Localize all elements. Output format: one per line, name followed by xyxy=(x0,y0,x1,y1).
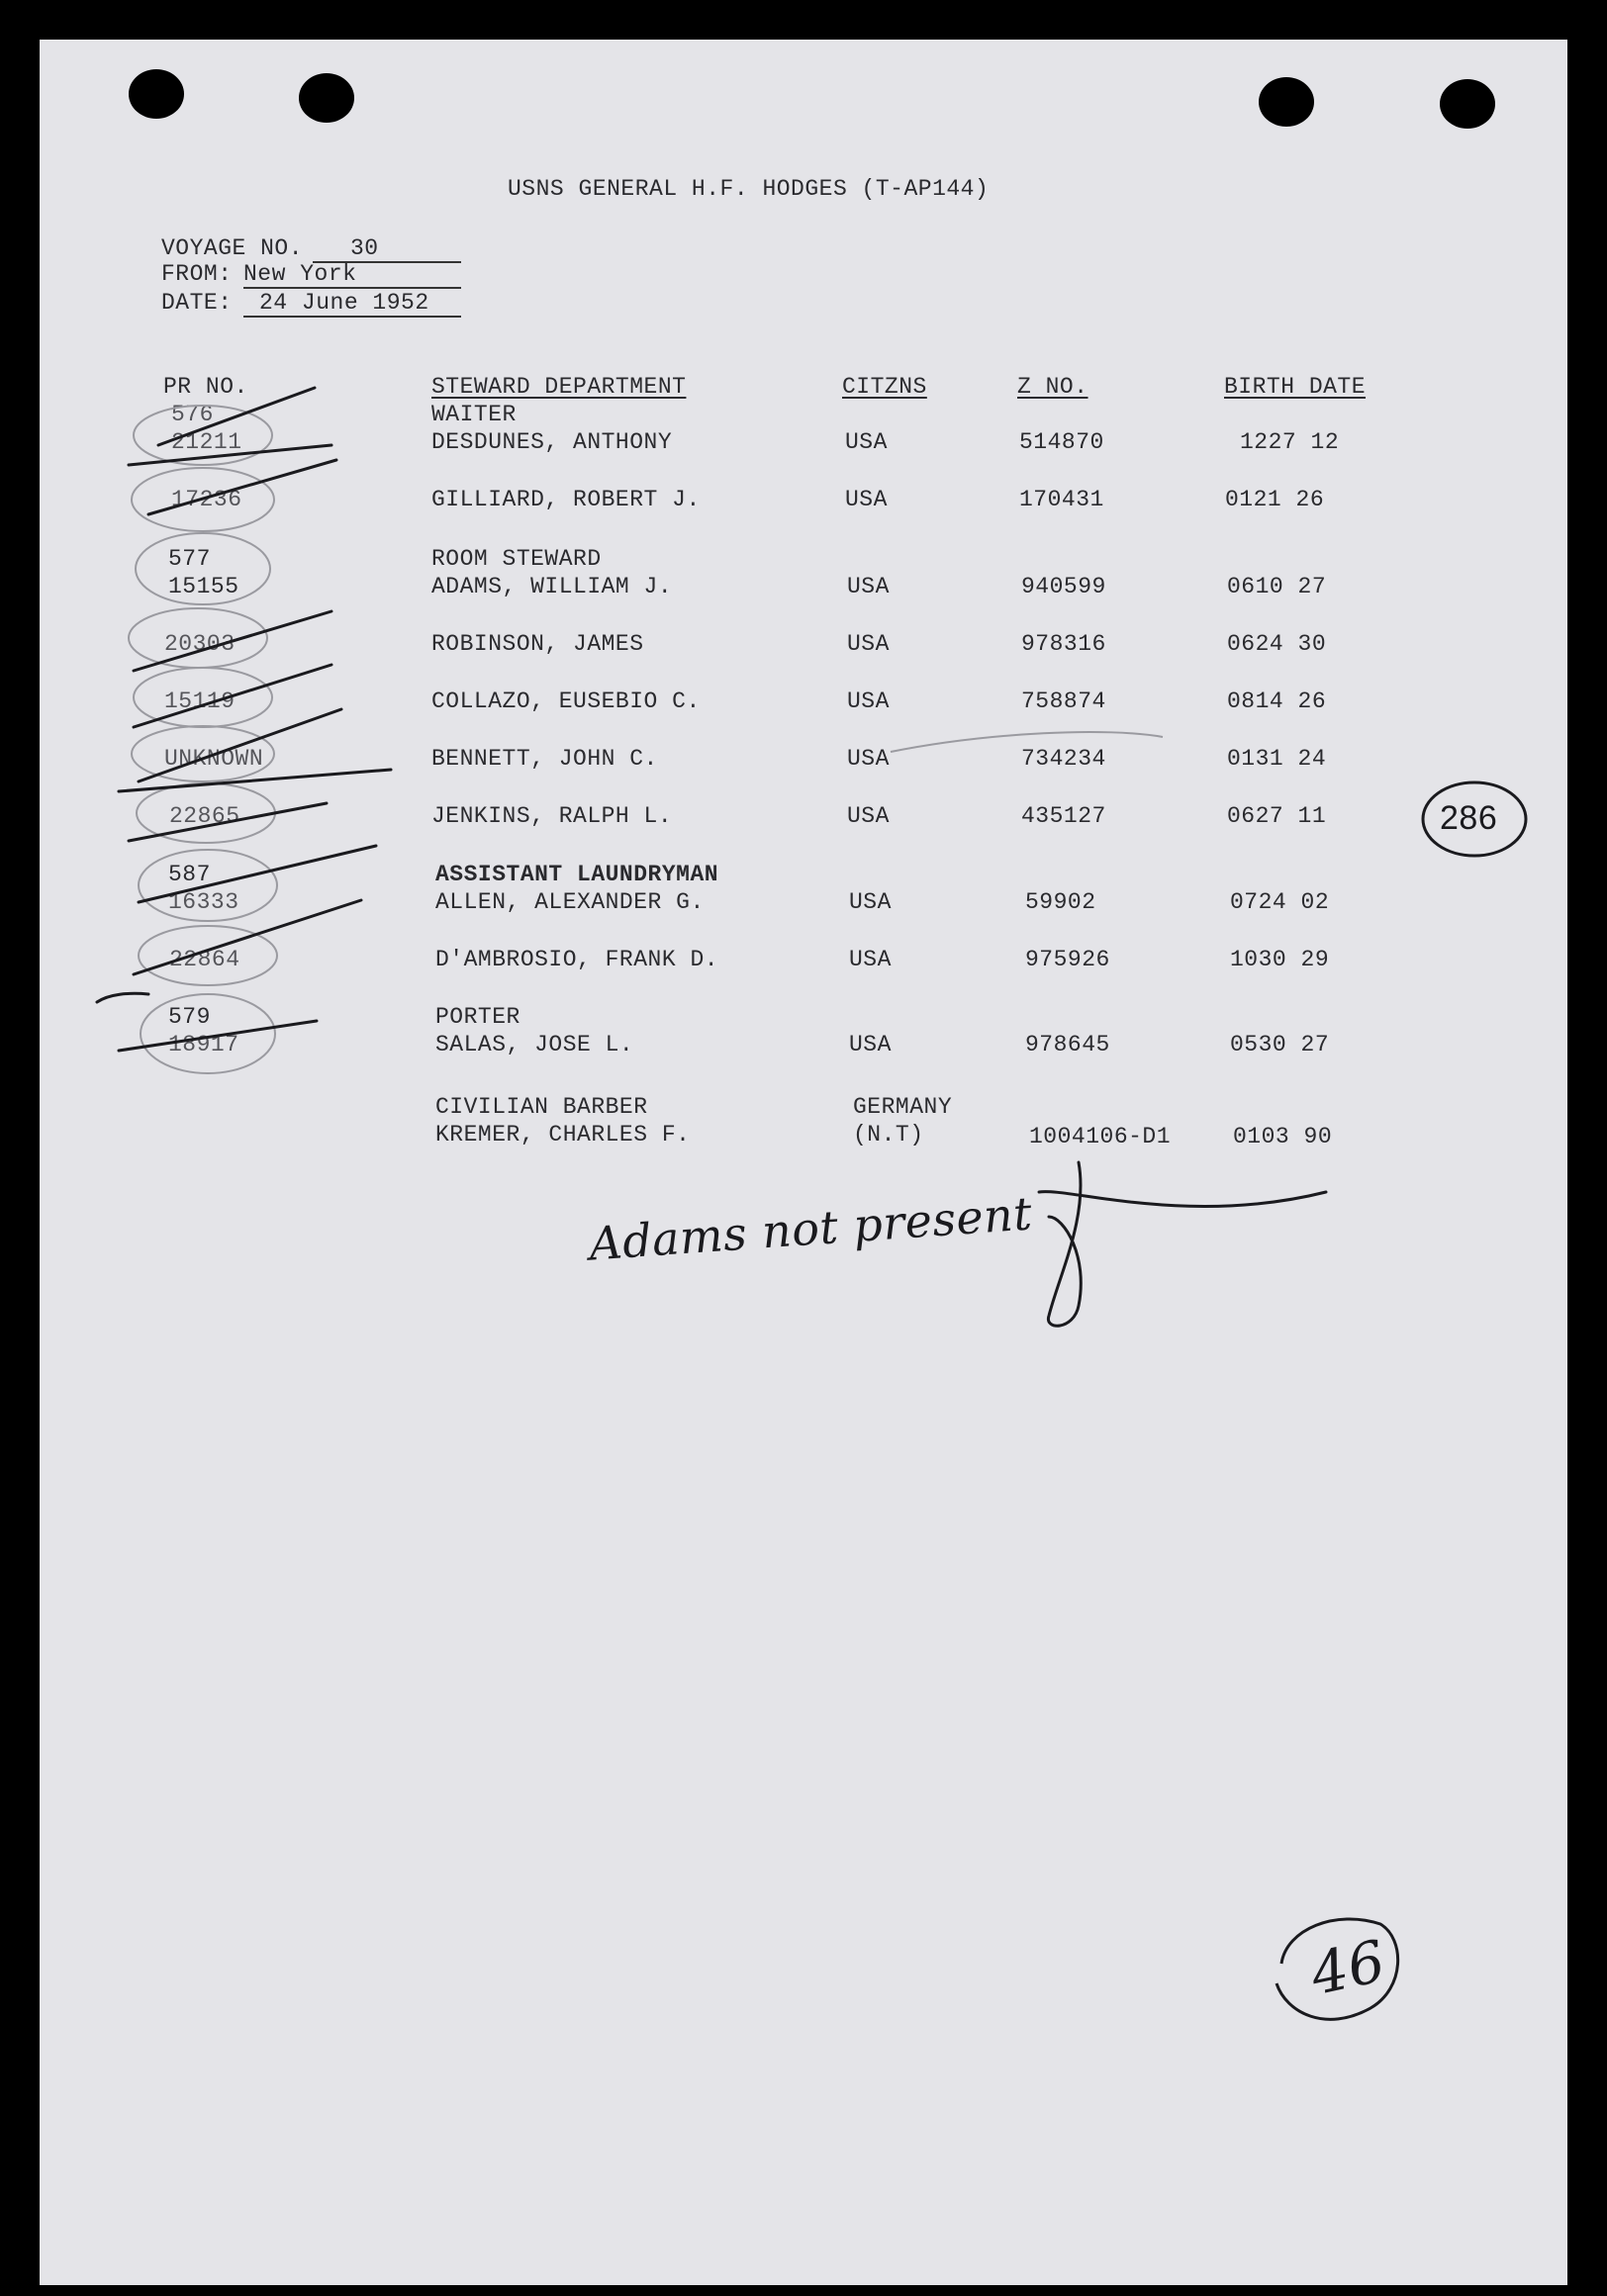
citizenship: USA xyxy=(845,429,888,455)
birth-date: 0610 27 xyxy=(1227,574,1327,599)
pr-number: UNKNOWN xyxy=(164,746,264,772)
pr-number-top: 577 xyxy=(168,546,211,572)
pr-number: 22864 xyxy=(169,947,240,972)
punch-hole xyxy=(1440,79,1495,129)
citizenship: USA xyxy=(849,947,892,972)
z-number: 170431 xyxy=(1019,487,1104,512)
circled-number: 286 xyxy=(1440,799,1498,837)
birth-date: 0814 26 xyxy=(1227,689,1327,714)
from-label: FROM: xyxy=(161,261,233,287)
citizenship: (N.T) xyxy=(853,1122,924,1148)
z-number: 435127 xyxy=(1021,803,1106,829)
pr-number-top: 587 xyxy=(168,862,211,887)
handwritten-note: Adams not present xyxy=(587,1186,1034,1271)
section-label: WAITER xyxy=(431,402,517,427)
pr-number-top: 576 xyxy=(171,402,214,427)
pr-number: 17236 xyxy=(171,487,242,512)
birth-date: 1227 12 xyxy=(1240,429,1340,455)
birth-date: 0724 02 xyxy=(1230,889,1330,915)
z-number: 978645 xyxy=(1025,1032,1110,1057)
birth-date: 0530 27 xyxy=(1230,1032,1330,1057)
col-z-no: Z NO. xyxy=(1017,374,1088,400)
birth-date: 0131 24 xyxy=(1227,746,1327,772)
section-label: CIVILIAN BARBER xyxy=(435,1094,648,1120)
col-pr-no: PR NO. xyxy=(163,374,248,400)
z-number: 758874 xyxy=(1021,689,1106,714)
col-citizenship: CITZNS xyxy=(842,374,927,400)
crew-name: KREMER, CHARLES F. xyxy=(435,1122,691,1148)
crew-name: ADAMS, WILLIAM J. xyxy=(431,574,673,599)
crew-name: ALLEN, ALEXANDER G. xyxy=(435,889,705,915)
col-birth-date: BIRTH DATE xyxy=(1224,374,1367,400)
voyage-label: VOYAGE NO. xyxy=(161,235,304,261)
section-label: PORTER xyxy=(435,1004,520,1030)
crew-name: GILLIARD, ROBERT J. xyxy=(431,487,701,512)
section-label: ASSISTANT LAUNDRYMAN xyxy=(435,862,719,887)
z-number: 940599 xyxy=(1021,574,1106,599)
citizenship: USA xyxy=(849,1032,892,1057)
punch-hole xyxy=(299,73,354,123)
crew-name: ROBINSON, JAMES xyxy=(431,631,644,657)
pr-number-top: 579 xyxy=(168,1004,211,1030)
pr-number: 18917 xyxy=(168,1032,239,1057)
date-label: DATE: xyxy=(161,290,233,316)
crew-name: JENKINS, RALPH L. xyxy=(431,803,673,829)
date-value: 24 June 1952 xyxy=(243,290,461,318)
pr-number: 22865 xyxy=(169,803,240,829)
citizenship: USA xyxy=(849,889,892,915)
pr-number: 21211 xyxy=(171,429,242,455)
citizenship: USA xyxy=(845,487,888,512)
z-number: 734234 xyxy=(1021,746,1106,772)
crew-name: D'AMBROSIO, FRANK D. xyxy=(435,947,719,972)
citizenship: USA xyxy=(847,746,890,772)
citizenship-top: GERMANY xyxy=(853,1094,953,1120)
punch-hole xyxy=(1259,77,1314,127)
citizenship: USA xyxy=(847,803,890,829)
voyage-value: 30 xyxy=(313,235,461,263)
from-value: New York xyxy=(243,261,461,289)
birth-date: 0103 90 xyxy=(1233,1124,1333,1149)
pr-number: 16333 xyxy=(168,889,239,915)
pr-number: 15119 xyxy=(164,689,236,714)
birth-date: 0624 30 xyxy=(1227,631,1327,657)
z-number: 59902 xyxy=(1025,889,1096,915)
z-number: 514870 xyxy=(1019,429,1104,455)
birth-date: 0121 26 xyxy=(1225,487,1325,512)
citizenship: USA xyxy=(847,689,890,714)
z-number: 978316 xyxy=(1021,631,1106,657)
crew-name: COLLAZO, EUSEBIO C. xyxy=(431,689,701,714)
citizenship: USA xyxy=(847,574,890,599)
col-department: STEWARD DEPARTMENT xyxy=(431,374,687,400)
pr-number: 15155 xyxy=(168,574,239,599)
crew-name: DESDUNES, ANTHONY xyxy=(431,429,673,455)
pr-number: 20303 xyxy=(164,631,236,657)
citizenship: USA xyxy=(847,631,890,657)
page-number: 46 xyxy=(1304,1926,1392,2009)
punch-hole xyxy=(129,69,184,119)
z-number: 1004106-D1 xyxy=(1029,1124,1172,1149)
birth-date: 0627 11 xyxy=(1227,803,1327,829)
birth-date: 1030 29 xyxy=(1230,947,1330,972)
section-label: ROOM STEWARD xyxy=(431,546,602,572)
crew-name: SALAS, JOSE L. xyxy=(435,1032,634,1057)
document-title: USNS GENERAL H.F. HODGES (T-AP144) xyxy=(508,176,990,202)
z-number: 975926 xyxy=(1025,947,1110,972)
crew-name: BENNETT, JOHN C. xyxy=(431,746,658,772)
